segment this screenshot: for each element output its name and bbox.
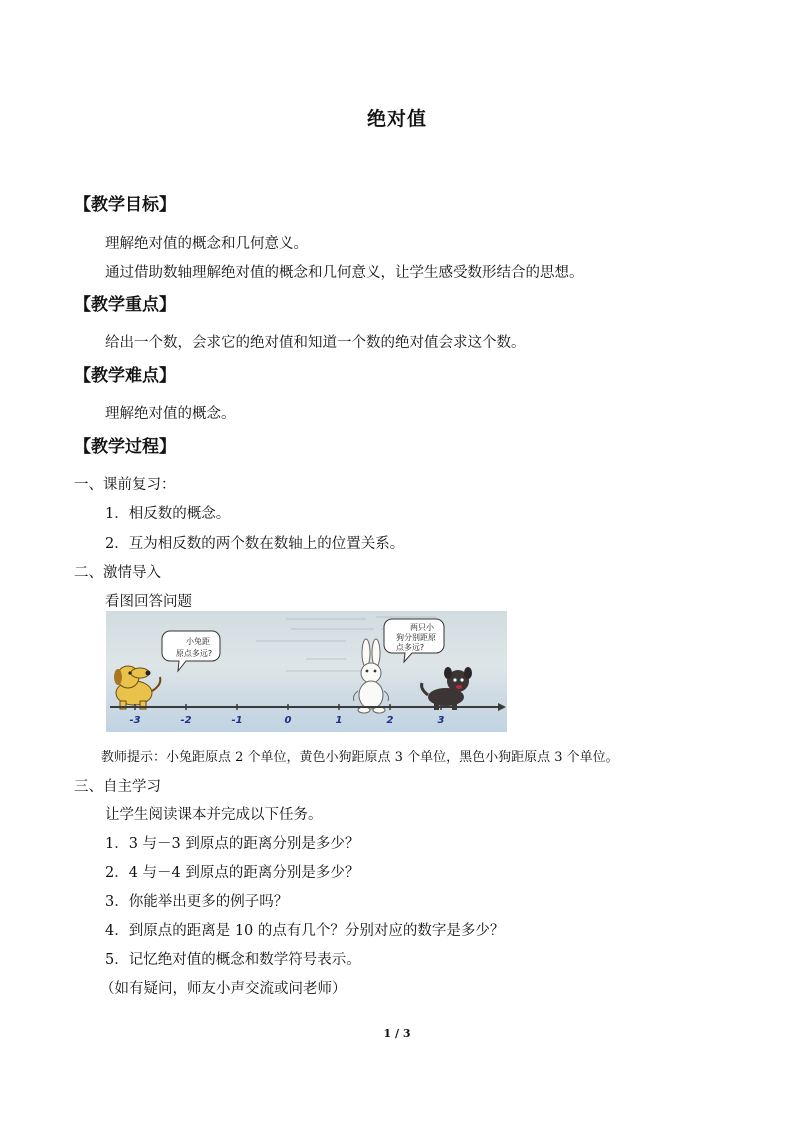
self-study-item: 4．到原点的距离是 10 的点有几个？分别对应的数字是多少？ bbox=[105, 923, 505, 939]
intro-heading: 二、激情导入 bbox=[74, 565, 161, 581]
self-study-item: 5．记忆绝对值的概念和数学符号表示。 bbox=[105, 952, 361, 968]
self-study-heading: 三、自主学习 bbox=[74, 779, 161, 795]
axis-tick-label: -1 bbox=[231, 715, 243, 726]
bubble-right-line: 狗分别距原 bbox=[396, 633, 436, 642]
yellow-dog-icon bbox=[114, 666, 160, 709]
axis-tick-label: 3 bbox=[437, 715, 445, 726]
self-study-item: 3．你能举出更多的例子吗？ bbox=[105, 894, 289, 910]
objective-line: 通过借助数轴理解绝对值的概念和几何意义，让学生感受数形结合的思想。 bbox=[105, 265, 584, 281]
self-study-note: （如有疑问，师友小声交流或问老师） bbox=[100, 981, 347, 997]
review-item: 1．相反数的概念。 bbox=[105, 506, 231, 522]
black-dog-icon bbox=[422, 667, 472, 710]
difficulty-line: 理解绝对值的概念。 bbox=[105, 406, 236, 422]
speech-bubble-left bbox=[162, 631, 220, 671]
page-number: 1 / 3 bbox=[383, 1027, 411, 1040]
objective-line: 理解绝对值的概念和几何意义。 bbox=[105, 236, 308, 252]
self-study-intro: 让学生阅读课本并完成以下任务。 bbox=[105, 807, 323, 823]
self-study-item: 1．3 与－3 到原点的距离分别是多少？ bbox=[105, 836, 360, 852]
difficulties-heading: 【教学难点】 bbox=[74, 366, 176, 386]
axis-tick-label: 0 bbox=[284, 715, 292, 726]
axis-tick-label: 2 bbox=[386, 715, 394, 726]
axis-tick-label: -2 bbox=[180, 715, 192, 726]
page-title: 绝对值 bbox=[366, 108, 427, 130]
process-heading: 【教学过程】 bbox=[74, 437, 176, 457]
bubble-left-line: 原点多远? bbox=[175, 649, 213, 658]
key-points-heading: 【教学重点】 bbox=[74, 295, 176, 315]
bubble-left-line: 小兔距 bbox=[186, 637, 210, 646]
self-study-item: 2．4 与－4 到原点的距离分别是多少？ bbox=[105, 865, 360, 881]
axis-tick-label: 1 bbox=[335, 715, 343, 726]
bubble-right-line: 点多远? bbox=[395, 643, 425, 652]
rabbit-icon bbox=[354, 639, 389, 713]
intro-prompt: 看图回答问题 bbox=[105, 594, 192, 610]
speech-bubble-right bbox=[384, 619, 444, 662]
number-line-illustration bbox=[106, 611, 507, 732]
axis-tick-label: -3 bbox=[129, 715, 141, 726]
objectives-heading: 【教学目标】 bbox=[74, 195, 176, 215]
review-item: 2．互为相反数的两个数在数轴上的位置关系。 bbox=[105, 536, 405, 552]
key-point-line: 给出一个数，会求它的绝对值和知道一个数的绝对值会求这个数。 bbox=[105, 335, 526, 351]
teacher-hint: 教师提示：小兔距原点 2 个单位，黄色小狗距原点 3 个单位，黑色小狗距原点 3 个单位。 bbox=[101, 750, 619, 765]
review-heading: 一、课前复习： bbox=[74, 477, 176, 493]
bubble-right-line: 两只小 bbox=[410, 623, 434, 632]
